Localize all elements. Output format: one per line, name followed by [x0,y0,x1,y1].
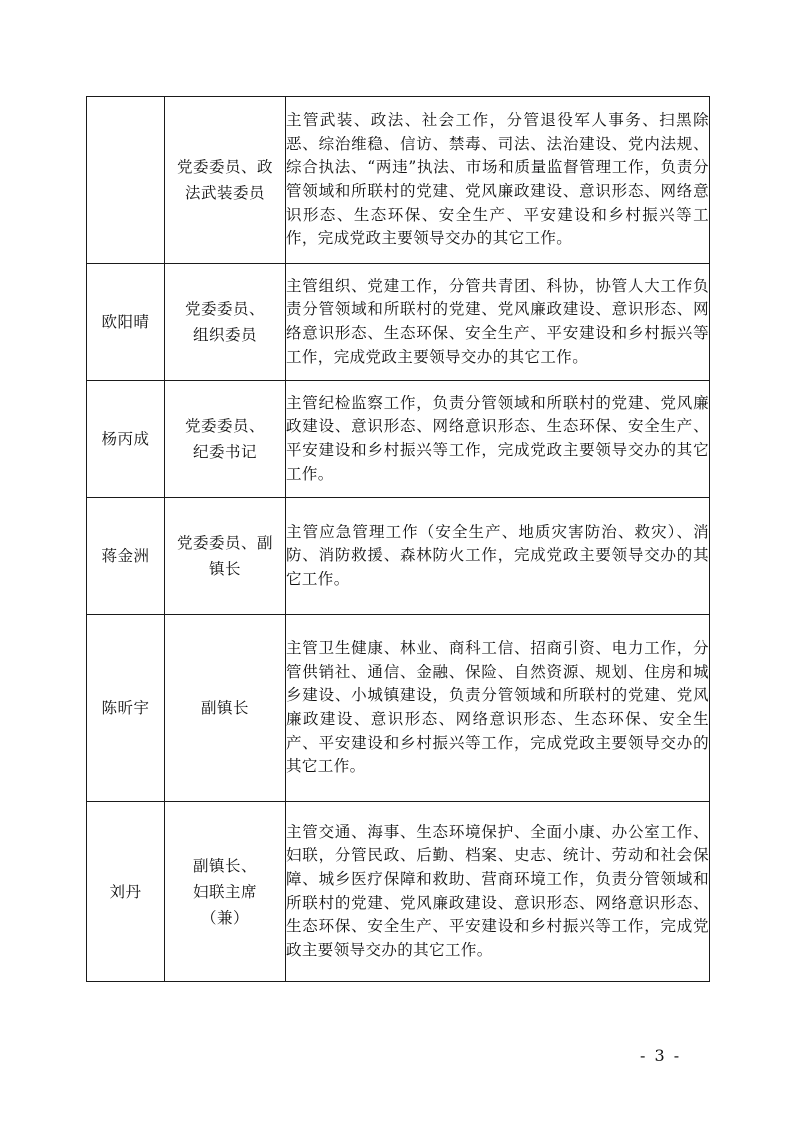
title-cell [165,381,286,498]
name-cell: 刘丹 [87,802,165,982]
title-line: 纪委书记 [192,443,257,461]
name-cell: 蒋金洲 [87,498,165,615]
title-line: 法武装委员 [184,184,265,202]
name-cell: 杨丙成 [87,381,165,498]
title-line: 副镇长 [200,699,249,717]
duty-cell: 主管卫生健康、林业、商科工信、招商引资、电力工作，分管供销社、通信、金融、保险、自然资源、规划、住房和城乡建设、小城镇建设，负责分管领域和所联村的党建、党风廉政建设、意识形态、网络意识形态、生态环保、安全生产、平安建设和乡村振兴等工作，完成党政主要领导交办的其它工作。 [286,615,710,802]
table-row [87,264,710,381]
duty-cell: 主管交通、海事、生态环境保护、全面小康、办公室工作、妇联，分管民政、后勤、档案、史志、统计、劳动和社会保障、城乡医疗保障和救助、营商环境工作，负责分管领域和所联村的党建、党风廉政建设、意识形态、网络意识形态、生态环保、安全生产、平安建设和乡村振兴等工作，完成党政主要领导交办的其它工作。 [286,802,710,982]
title-line: 副镇长、 [192,856,257,875]
title-line: 党委委员、副 [176,534,273,552]
title-line: 党委委员、 [184,417,265,435]
name-cell: 陈昕宇 [87,615,165,802]
table-row [87,615,710,802]
title-line: 党委委员、政 [176,158,273,176]
duty-cell: 主管组织、党建工作，分管共青团、科协，协管人大工作负责分管领域和所联村的党建、党风廉政建设、意识形态、网络意识形态、生态环保、安全生产、平安建设和乡村振兴等工作，完成党政主要领导交办的其它工作。 [286,264,710,381]
title-cell [165,802,286,982]
title-line: 镇长 [208,560,241,578]
table-row [87,802,710,982]
title-cell [165,264,286,381]
title-cell [165,615,286,802]
table-row [87,381,710,498]
title-line: 妇联主席 [192,882,257,901]
table-row [87,97,710,264]
name-cell: 欧阳晴 [87,264,165,381]
duty-table [86,96,710,982]
title-cell [165,97,286,264]
title-line: （兼） [200,908,249,927]
duty-cell: 主管纪检监察工作，负责分管领域和所联村的党建、党风廉政建设、意识形态、网络意识形态、生态环保、安全生产、平安建设和乡村振兴等工作，完成党政主要领导交办的其它工作。 [286,381,710,498]
title-line: 党委委员、 [184,300,265,318]
duty-cell: 主管应急管理工作（安全生产、地质灾害防治、救灾）、消防、消防救援、森林防火工作，完成党政主要领导交办的其它工作。 [286,498,710,615]
title-line: 组织委员 [192,326,257,344]
name-cell [87,97,165,264]
page-number: - 3 - [640,1046,682,1065]
title-cell [165,498,286,615]
duty-cell: 主管武装、政法、社会工作，分管退役军人事务、扫黑除恶、综治维稳、信访、禁毒、司法、法治建设、党内法规、综合执法、“两违”执法、市场和质量监督管理工作，负责分管领域和所联村的党建、党风廉政建设、意识形态、网络意识形态、生态环保、安全生产、平安建设和乡村振兴等工作，完成党政主要领导交办的其它工作。 [286,97,710,264]
table-row [87,498,710,615]
